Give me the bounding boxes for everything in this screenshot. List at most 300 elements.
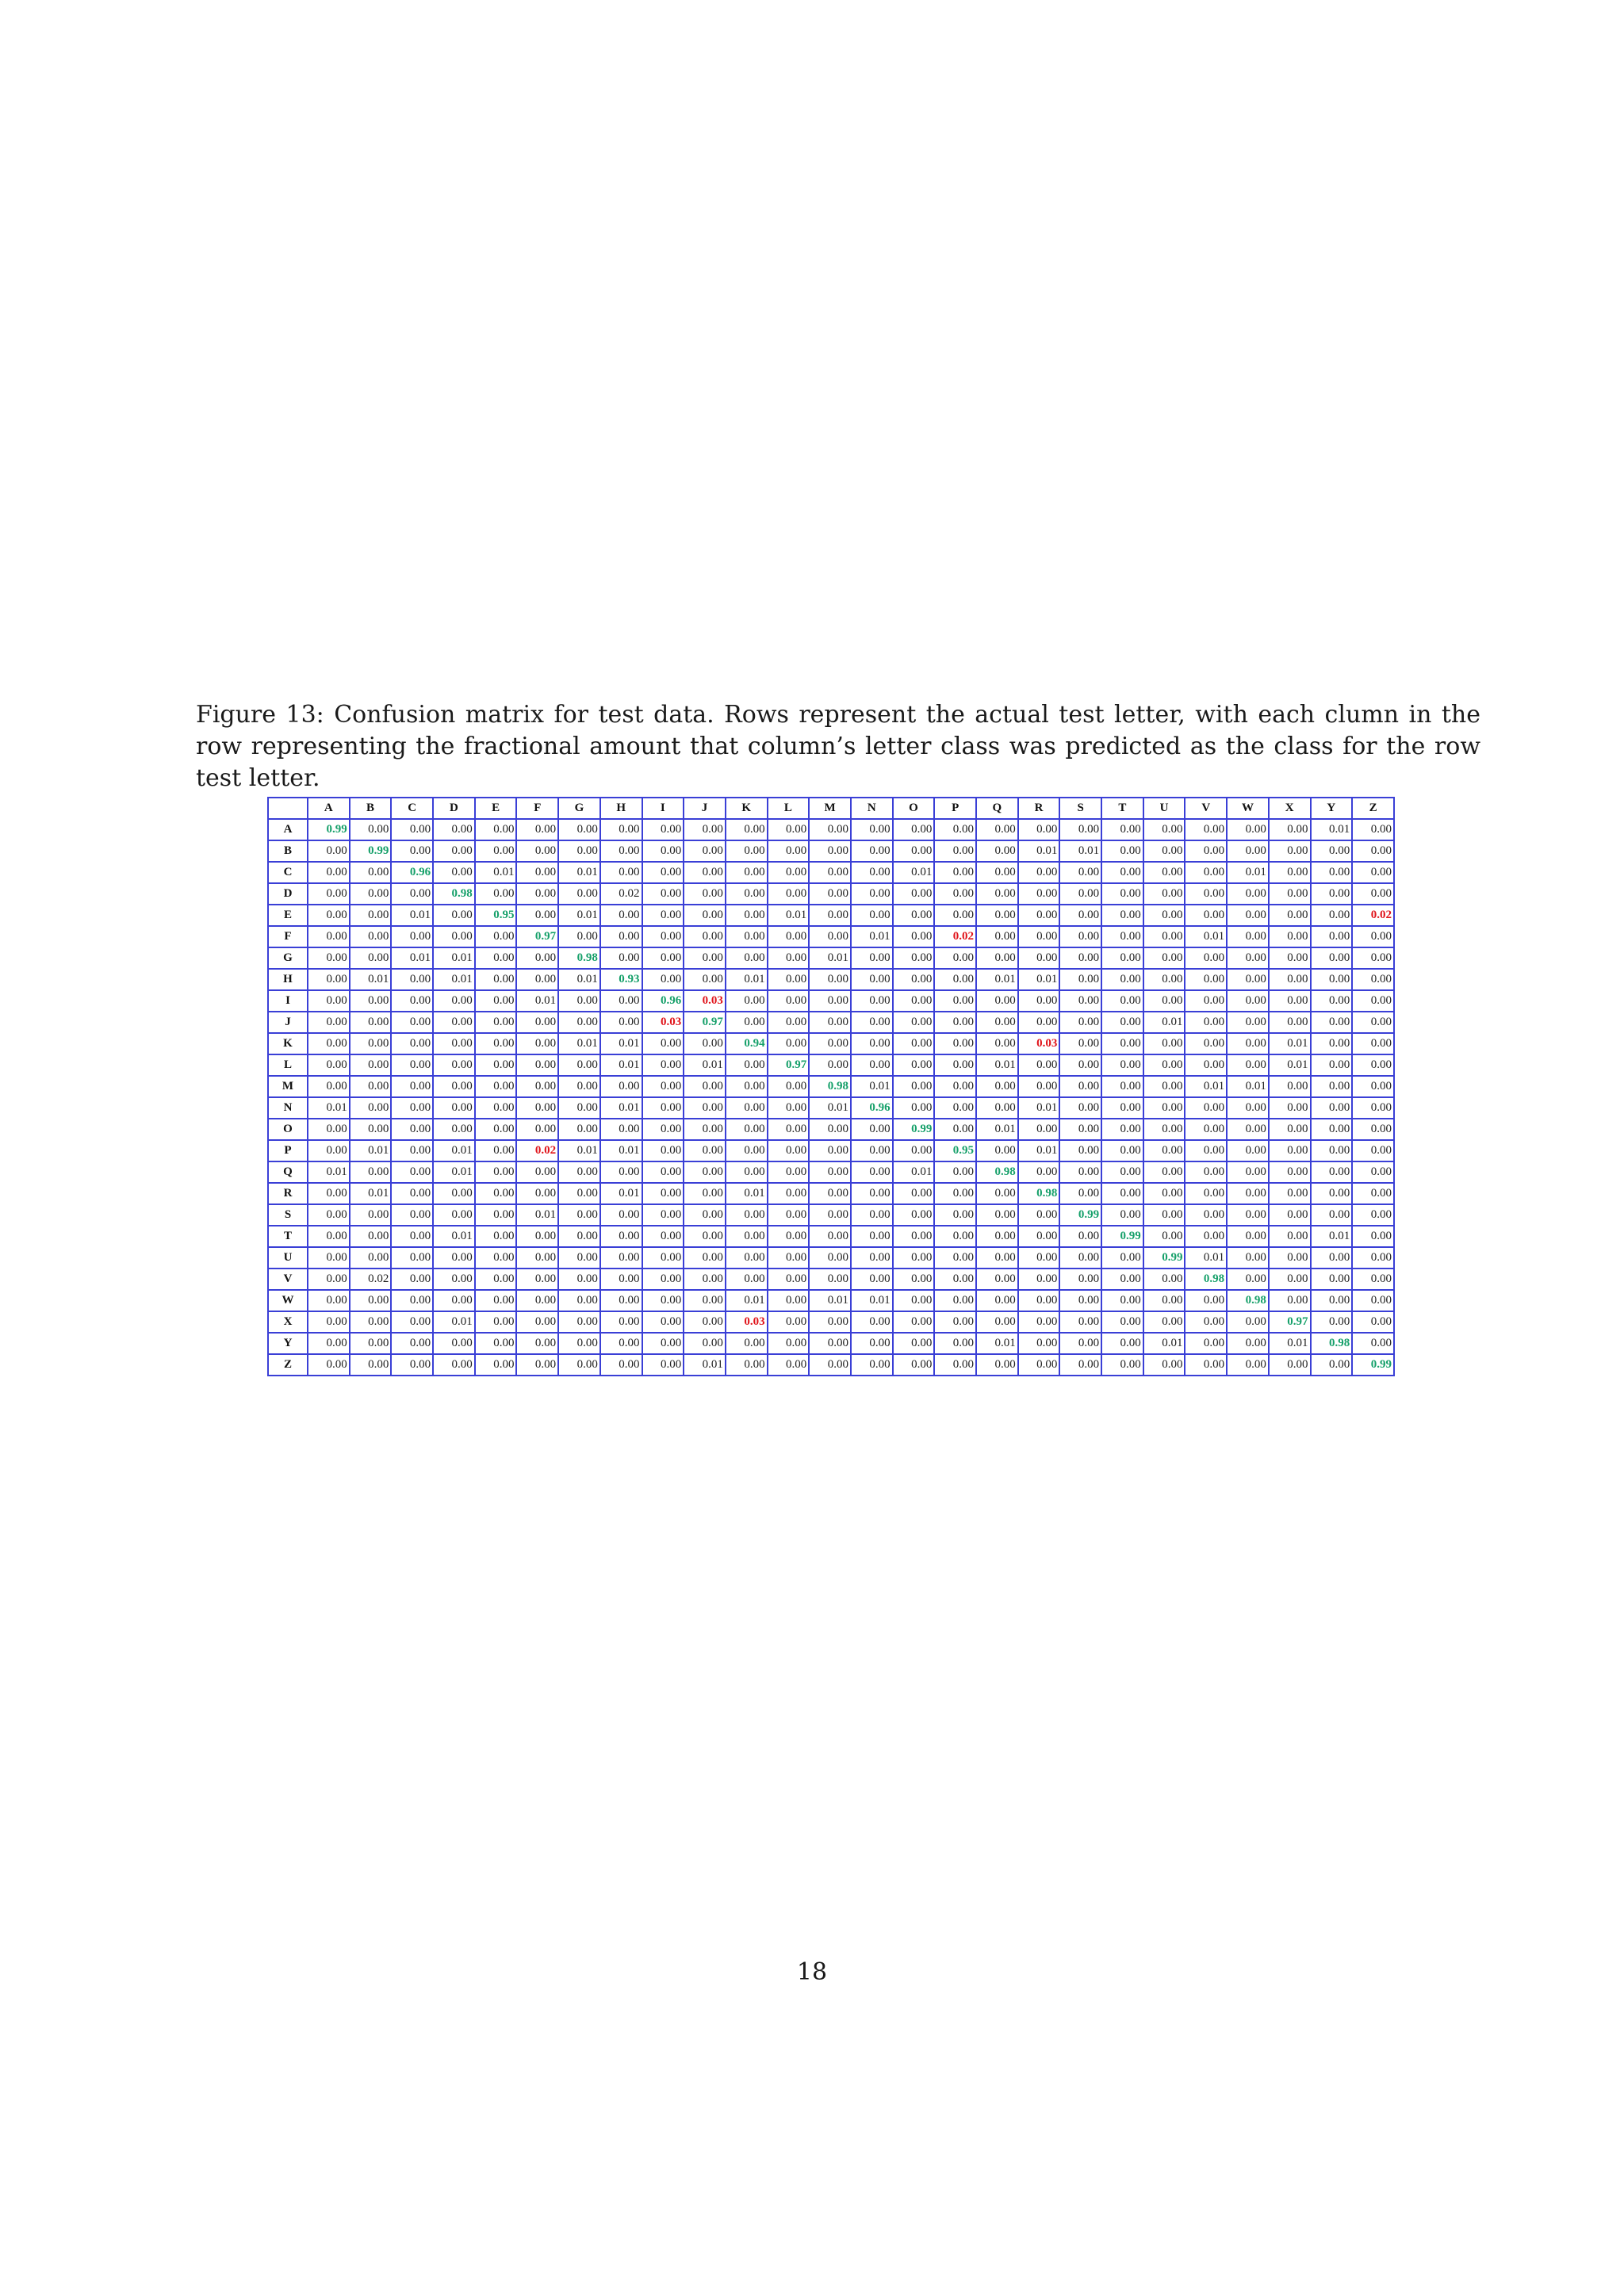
matrix-cell: 0.00 [350, 1311, 392, 1333]
matrix-cell: 0.00 [475, 1333, 517, 1354]
matrix-cell: 0.00 [1059, 1269, 1101, 1290]
matrix-cell: 0.00 [1101, 1183, 1143, 1204]
matrix-cell: 0.01 [1018, 969, 1060, 990]
matrix-cell: 0.00 [475, 1311, 517, 1333]
matrix-cell: 0.00 [809, 1054, 851, 1076]
matrix-cell: 0.00 [350, 1033, 392, 1054]
matrix-cell: 0.00 [893, 1290, 935, 1311]
matrix-cell: 0.00 [1311, 969, 1353, 990]
matrix-cell: 0.00 [1311, 1076, 1353, 1097]
matrix-cell: 0.00 [893, 1311, 935, 1333]
matrix-cell: 0.01 [1185, 1247, 1227, 1269]
matrix-cell: 0.00 [391, 1161, 433, 1183]
matrix-cell: 0.00 [851, 1269, 893, 1290]
matrix-cell: 0.00 [768, 1269, 810, 1290]
matrix-cell: 0.95 [475, 905, 517, 926]
matrix-cell: 0.00 [684, 969, 726, 990]
matrix-cell: 0.00 [516, 1033, 558, 1054]
matrix-cell: 0.00 [1059, 969, 1101, 990]
matrix-cell: 0.00 [934, 1204, 976, 1226]
column-header: B [350, 798, 392, 819]
matrix-cell: 0.00 [600, 862, 642, 883]
column-header: D [433, 798, 475, 819]
matrix-cell: 0.00 [642, 1033, 684, 1054]
matrix-cell: 0.00 [391, 1054, 433, 1076]
matrix-cell: 0.01 [1185, 926, 1227, 947]
matrix-cell: 0.00 [1352, 990, 1394, 1012]
matrix-cell: 0.00 [600, 905, 642, 926]
matrix-cell: 0.00 [768, 1183, 810, 1204]
matrix-cell: 0.00 [976, 883, 1018, 905]
matrix-cell: 0.00 [1018, 1269, 1060, 1290]
matrix-cell: 0.00 [516, 883, 558, 905]
matrix-cell: 0.01 [851, 1076, 893, 1097]
matrix-cell: 0.00 [1059, 1354, 1101, 1376]
matrix-cell: 0.00 [516, 1226, 558, 1247]
matrix-cell: 0.00 [350, 947, 392, 969]
matrix-cell: 0.00 [600, 1204, 642, 1226]
matrix-cell: 0.00 [308, 1012, 350, 1033]
matrix-cell: 0.00 [1143, 1311, 1185, 1333]
matrix-cell: 0.00 [1352, 1311, 1394, 1333]
matrix-cell: 0.00 [1269, 1290, 1311, 1311]
matrix-cell: 0.01 [726, 1183, 768, 1204]
matrix-cell: 0.00 [600, 1119, 642, 1140]
matrix-cell: 0.00 [976, 1140, 1018, 1161]
matrix-cell: 0.00 [433, 862, 475, 883]
matrix-cell: 0.00 [809, 1354, 851, 1376]
matrix-cell: 0.98 [1227, 1290, 1269, 1311]
matrix-cell: 0.00 [1143, 1161, 1185, 1183]
matrix-cell: 0.00 [642, 1269, 684, 1290]
matrix-cell: 0.00 [350, 1097, 392, 1119]
matrix-cell: 0.00 [1059, 883, 1101, 905]
table-row [268, 1097, 1394, 1119]
matrix-cell: 0.00 [684, 1140, 726, 1161]
matrix-cell: 0.00 [1227, 1054, 1269, 1076]
matrix-cell: 0.00 [809, 819, 851, 840]
matrix-cell: 0.00 [768, 1076, 810, 1097]
matrix-cell: 0.00 [851, 1119, 893, 1140]
matrix-cell: 0.00 [726, 926, 768, 947]
matrix-cell: 0.00 [433, 926, 475, 947]
matrix-cell: 0.00 [433, 1054, 475, 1076]
matrix-cell: 0.00 [1269, 883, 1311, 905]
matrix-cell: 0.00 [726, 1076, 768, 1097]
matrix-cell: 0.00 [851, 862, 893, 883]
matrix-cell: 0.01 [809, 1290, 851, 1311]
matrix-cell: 0.00 [768, 840, 810, 862]
matrix-cell: 0.00 [1185, 947, 1227, 969]
matrix-cell: 0.00 [1101, 1076, 1143, 1097]
column-header: C [391, 798, 433, 819]
matrix-cell: 0.00 [1143, 990, 1185, 1012]
matrix-cell: 0.98 [809, 1076, 851, 1097]
matrix-cell: 0.01 [433, 969, 475, 990]
matrix-cell: 0.00 [934, 1333, 976, 1354]
row-header: L [268, 1054, 308, 1076]
matrix-cell: 0.00 [642, 1119, 684, 1140]
matrix-cell: 0.00 [1143, 926, 1185, 947]
matrix-cell: 0.00 [642, 947, 684, 969]
matrix-cell: 0.00 [1143, 1097, 1185, 1119]
table-row [268, 1226, 1394, 1247]
matrix-cell: 0.00 [1101, 1161, 1143, 1183]
matrix-cell: 0.00 [976, 1033, 1018, 1054]
matrix-cell: 0.00 [475, 1354, 517, 1376]
matrix-cell: 0.01 [1227, 1076, 1269, 1097]
matrix-cell: 0.00 [726, 905, 768, 926]
matrix-cell: 0.01 [976, 969, 1018, 990]
matrix-cell: 0.00 [1352, 862, 1394, 883]
matrix-cell: 0.00 [1101, 1054, 1143, 1076]
matrix-cell: 0.00 [1311, 905, 1353, 926]
matrix-cell: 0.00 [893, 905, 935, 926]
matrix-cell: 0.00 [1101, 1247, 1143, 1269]
matrix-cell: 0.00 [350, 1076, 392, 1097]
matrix-cell: 0.00 [1143, 1204, 1185, 1226]
column-header: X [1269, 798, 1311, 819]
row-header: S [268, 1204, 308, 1226]
matrix-cell: 0.00 [308, 947, 350, 969]
matrix-cell: 0.00 [768, 1033, 810, 1054]
matrix-cell: 0.00 [391, 819, 433, 840]
matrix-cell: 0.00 [558, 1311, 600, 1333]
matrix-cell: 0.00 [391, 1333, 433, 1354]
column-header: L [768, 798, 810, 819]
matrix-cell: 0.00 [851, 840, 893, 862]
matrix-cell: 0.00 [768, 1119, 810, 1140]
matrix-cell: 0.00 [516, 1311, 558, 1333]
matrix-cell: 0.00 [1185, 819, 1227, 840]
matrix-cell: 0.00 [1269, 1204, 1311, 1226]
matrix-cell: 0.00 [1185, 862, 1227, 883]
matrix-cell: 0.00 [1227, 947, 1269, 969]
matrix-cell: 0.00 [642, 926, 684, 947]
matrix-cell: 0.01 [1311, 819, 1353, 840]
matrix-cell: 0.00 [1059, 1033, 1101, 1054]
matrix-cell: 0.00 [684, 883, 726, 905]
matrix-cell: 0.00 [851, 1054, 893, 1076]
matrix-cell: 0.00 [1227, 819, 1269, 840]
matrix-cell: 0.00 [1227, 1097, 1269, 1119]
matrix-cell: 0.00 [1101, 883, 1143, 905]
matrix-cell: 0.01 [516, 990, 558, 1012]
matrix-cell: 0.00 [391, 1247, 433, 1269]
matrix-cell: 0.00 [1269, 969, 1311, 990]
matrix-cell: 0.00 [308, 926, 350, 947]
matrix-cell: 0.00 [1185, 1290, 1227, 1311]
matrix-cell: 0.00 [1018, 990, 1060, 1012]
matrix-cell: 0.00 [976, 1354, 1018, 1376]
matrix-cell: 0.00 [1311, 1269, 1353, 1290]
matrix-cell: 0.03 [684, 990, 726, 1012]
matrix-cell: 0.00 [1059, 1097, 1101, 1119]
matrix-cell: 0.00 [1352, 840, 1394, 862]
matrix-cell: 0.00 [684, 947, 726, 969]
matrix-cell: 0.00 [1018, 1247, 1060, 1269]
matrix-cell: 0.00 [350, 1226, 392, 1247]
column-header: E [475, 798, 517, 819]
matrix-cell: 0.00 [1269, 1076, 1311, 1097]
matrix-cell: 0.00 [1185, 990, 1227, 1012]
matrix-cell: 0.00 [1185, 1226, 1227, 1247]
matrix-cell: 0.00 [1185, 883, 1227, 905]
matrix-cell: 0.00 [642, 1354, 684, 1376]
matrix-cell: 0.00 [1185, 1054, 1227, 1076]
matrix-cell: 0.00 [809, 1269, 851, 1290]
matrix-cell: 0.00 [976, 1076, 1018, 1097]
matrix-cell: 0.00 [1101, 1333, 1143, 1354]
matrix-cell: 0.00 [1143, 1226, 1185, 1247]
matrix-cell: 0.00 [893, 969, 935, 990]
matrix-cell: 0.00 [851, 1311, 893, 1333]
matrix-cell: 0.00 [350, 1161, 392, 1183]
matrix-cell: 0.00 [893, 1033, 935, 1054]
row-header: J [268, 1012, 308, 1033]
matrix-cell: 0.00 [726, 1140, 768, 1161]
matrix-cell: 0.00 [558, 1290, 600, 1311]
column-header: Q [976, 798, 1018, 819]
matrix-cell: 0.00 [350, 1333, 392, 1354]
matrix-cell: 0.00 [1311, 990, 1353, 1012]
matrix-cell: 0.00 [1185, 840, 1227, 862]
matrix-cell: 0.00 [433, 1012, 475, 1033]
matrix-cell: 0.00 [934, 1097, 976, 1119]
matrix-cell: 0.00 [934, 883, 976, 905]
matrix-cell: 0.00 [433, 1204, 475, 1226]
matrix-cell: 0.01 [350, 1183, 392, 1204]
matrix-cell: 0.00 [1269, 862, 1311, 883]
row-header: Q [268, 1161, 308, 1183]
matrix-cell: 0.00 [1352, 969, 1394, 990]
matrix-cell: 0.00 [433, 905, 475, 926]
matrix-cell: 0.00 [1311, 1054, 1353, 1076]
matrix-cell: 0.00 [600, 990, 642, 1012]
matrix-cell: 0.00 [684, 840, 726, 862]
matrix-cell: 0.00 [851, 969, 893, 990]
matrix-cell: 0.99 [308, 819, 350, 840]
matrix-cell: 0.00 [809, 1033, 851, 1054]
matrix-cell: 0.00 [600, 1290, 642, 1311]
matrix-cell: 0.00 [809, 1183, 851, 1204]
matrix-cell: 0.00 [516, 1012, 558, 1033]
matrix-cell: 0.00 [851, 1012, 893, 1033]
matrix-cell: 0.00 [642, 1054, 684, 1076]
matrix-cell: 0.00 [391, 1226, 433, 1247]
matrix-cell: 0.00 [1227, 1140, 1269, 1161]
matrix-cell: 0.01 [600, 1097, 642, 1119]
matrix-cell: 0.00 [726, 1054, 768, 1076]
column-header: O [893, 798, 935, 819]
table-row [268, 947, 1394, 969]
matrix-cell: 0.01 [1018, 840, 1060, 862]
matrix-cell: 0.00 [475, 1054, 517, 1076]
matrix-cell: 0.00 [976, 990, 1018, 1012]
column-header: V [1185, 798, 1227, 819]
matrix-cell: 0.00 [684, 1183, 726, 1204]
matrix-cell: 0.00 [642, 1247, 684, 1269]
matrix-cell: 0.00 [1352, 1140, 1394, 1161]
matrix-cell: 0.00 [1269, 905, 1311, 926]
matrix-cell: 0.00 [1143, 1290, 1185, 1311]
matrix-cell: 0.00 [558, 1269, 600, 1290]
matrix-cell: 0.00 [433, 1097, 475, 1119]
matrix-cell: 0.00 [809, 1333, 851, 1354]
matrix-cell: 0.00 [1101, 840, 1143, 862]
matrix-cell: 0.00 [1143, 969, 1185, 990]
matrix-cell: 0.00 [1059, 1140, 1101, 1161]
matrix-cell: 0.00 [516, 947, 558, 969]
matrix-cell: 0.00 [1227, 1033, 1269, 1054]
matrix-cell: 0.00 [475, 1204, 517, 1226]
matrix-cell: 0.01 [433, 1226, 475, 1247]
matrix-cell: 0.00 [1227, 840, 1269, 862]
matrix-cell: 0.00 [1059, 1333, 1101, 1354]
matrix-cell: 0.00 [475, 1161, 517, 1183]
matrix-cell: 0.01 [558, 1033, 600, 1054]
matrix-cell: 0.00 [600, 819, 642, 840]
matrix-cell: 0.00 [726, 883, 768, 905]
matrix-cell: 0.00 [516, 1161, 558, 1183]
matrix-cell: 0.00 [976, 947, 1018, 969]
matrix-cell: 0.00 [1018, 926, 1060, 947]
matrix-cell: 0.00 [684, 905, 726, 926]
matrix-cell: 0.00 [1352, 1226, 1394, 1247]
row-header: P [268, 1140, 308, 1161]
matrix-cell: 0.01 [684, 1054, 726, 1076]
matrix-cell: 0.00 [475, 947, 517, 969]
matrix-cell: 0.00 [1269, 1097, 1311, 1119]
matrix-cell: 0.00 [642, 1333, 684, 1354]
matrix-cell: 0.01 [558, 905, 600, 926]
matrix-cell: 0.01 [768, 905, 810, 926]
matrix-cell: 0.00 [308, 990, 350, 1012]
matrix-cell: 0.00 [1227, 1247, 1269, 1269]
matrix-cell: 0.00 [516, 840, 558, 862]
matrix-cell: 0.01 [976, 1119, 1018, 1140]
matrix-cell: 0.00 [1227, 1204, 1269, 1226]
matrix-cell: 0.00 [642, 905, 684, 926]
matrix-cell: 0.00 [976, 905, 1018, 926]
matrix-cell: 0.00 [1101, 1290, 1143, 1311]
table-row [268, 819, 1394, 840]
matrix-cell: 0.01 [1018, 1140, 1060, 1161]
matrix-cell: 0.00 [1185, 1183, 1227, 1204]
matrix-cell: 0.00 [1059, 819, 1101, 840]
matrix-cell: 0.00 [308, 905, 350, 926]
matrix-cell: 0.00 [1269, 1354, 1311, 1376]
matrix-cell: 0.00 [475, 840, 517, 862]
matrix-cell: 0.01 [851, 926, 893, 947]
matrix-cell: 0.01 [475, 862, 517, 883]
matrix-cell: 0.00 [851, 1183, 893, 1204]
matrix-cell: 0.00 [1311, 840, 1353, 862]
matrix-cell: 0.01 [1018, 1097, 1060, 1119]
table-row [268, 926, 1394, 947]
matrix-cell: 0.00 [1185, 1333, 1227, 1354]
matrix-cell: 0.00 [1185, 1311, 1227, 1333]
matrix-cell: 0.00 [350, 1054, 392, 1076]
matrix-cell: 0.00 [768, 883, 810, 905]
matrix-cell: 0.00 [1227, 1226, 1269, 1247]
matrix-cell: 0.00 [726, 1161, 768, 1183]
matrix-cell: 0.00 [308, 883, 350, 905]
matrix-cell: 0.00 [851, 1204, 893, 1226]
matrix-cell: 0.00 [475, 1140, 517, 1161]
matrix-cell: 0.00 [976, 926, 1018, 947]
matrix-cell: 0.00 [475, 819, 517, 840]
matrix-cell: 0.02 [516, 1140, 558, 1161]
matrix-cell: 0.00 [391, 1354, 433, 1376]
matrix-cell: 0.00 [1311, 1033, 1353, 1054]
matrix-cell: 0.97 [768, 1054, 810, 1076]
matrix-cell: 0.00 [308, 840, 350, 862]
matrix-cell: 0.00 [768, 1226, 810, 1247]
matrix-cell: 0.00 [1018, 1076, 1060, 1097]
column-header: P [934, 798, 976, 819]
matrix-cell: 0.00 [1311, 1311, 1353, 1333]
matrix-cell: 0.00 [934, 1269, 976, 1290]
matrix-cell: 0.01 [433, 1140, 475, 1161]
matrix-cell: 0.00 [768, 990, 810, 1012]
column-header: A [308, 798, 350, 819]
matrix-cell: 0.00 [976, 840, 1018, 862]
table-row [268, 1311, 1394, 1333]
matrix-cell: 0.01 [308, 1097, 350, 1119]
matrix-cell: 0.01 [726, 969, 768, 990]
table-row [268, 1140, 1394, 1161]
matrix-cell: 0.01 [809, 947, 851, 969]
matrix-cell: 0.00 [768, 1204, 810, 1226]
matrix-cell: 0.00 [934, 1076, 976, 1097]
matrix-cell: 0.00 [934, 1119, 976, 1140]
matrix-cell: 0.00 [893, 1226, 935, 1247]
matrix-cell: 0.00 [768, 819, 810, 840]
matrix-cell: 0.01 [851, 1290, 893, 1311]
matrix-cell: 0.01 [1311, 1226, 1353, 1247]
matrix-cell: 0.00 [391, 1290, 433, 1311]
matrix-cell: 0.00 [1185, 1012, 1227, 1033]
matrix-cell: 0.00 [1269, 1269, 1311, 1290]
matrix-cell: 0.97 [684, 1012, 726, 1033]
matrix-cell: 0.00 [934, 1033, 976, 1054]
row-header: C [268, 862, 308, 883]
matrix-cell: 0.01 [1269, 1033, 1311, 1054]
matrix-cell: 0.00 [768, 1140, 810, 1161]
matrix-cell: 0.00 [308, 1354, 350, 1376]
matrix-cell: 0.00 [642, 1290, 684, 1311]
matrix-cell: 0.00 [1352, 1054, 1394, 1076]
matrix-cell: 0.00 [976, 1269, 1018, 1290]
matrix-cell: 0.00 [1269, 1183, 1311, 1204]
matrix-cell: 0.00 [809, 883, 851, 905]
matrix-cell: 0.00 [809, 840, 851, 862]
matrix-cell: 0.00 [726, 862, 768, 883]
matrix-cell: 0.00 [391, 1183, 433, 1204]
matrix-cell: 0.00 [809, 905, 851, 926]
matrix-cell: 0.00 [1059, 926, 1101, 947]
matrix-cell: 0.01 [391, 947, 433, 969]
matrix-cell: 0.00 [350, 905, 392, 926]
matrix-cell: 0.02 [934, 926, 976, 947]
matrix-cell: 0.00 [1227, 1269, 1269, 1290]
matrix-cell: 0.00 [1018, 1012, 1060, 1033]
matrix-cell: 0.00 [475, 1247, 517, 1269]
matrix-cell: 0.00 [893, 1354, 935, 1376]
matrix-cell: 0.00 [1352, 926, 1394, 947]
matrix-cell: 0.00 [475, 1097, 517, 1119]
